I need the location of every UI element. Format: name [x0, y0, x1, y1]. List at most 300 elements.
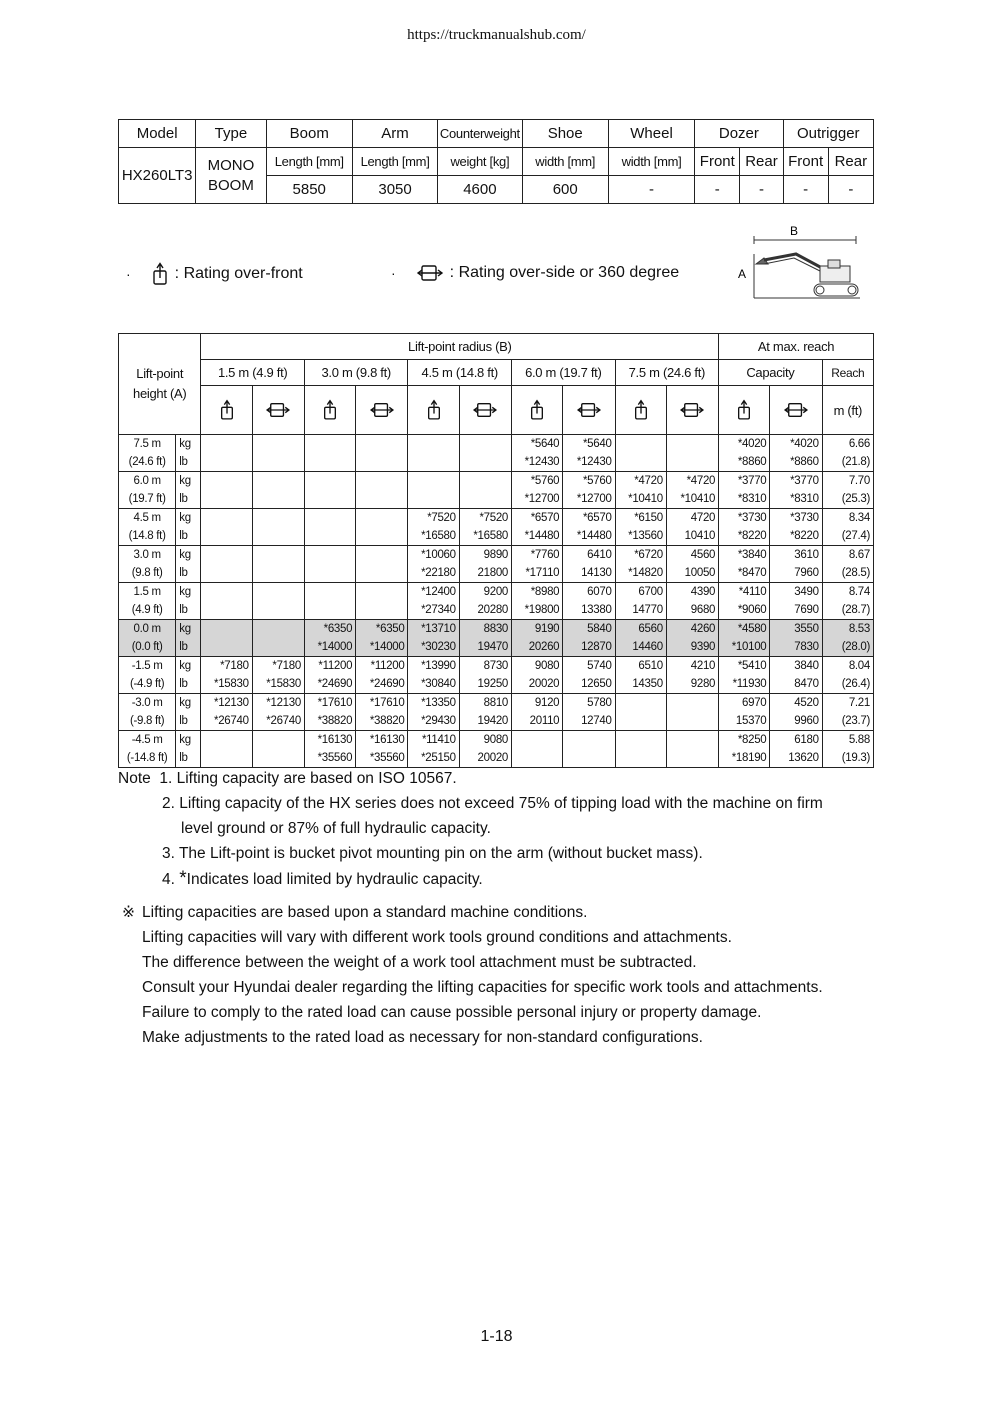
capacity-value [719, 657, 770, 694]
bullet: · [391, 265, 396, 281]
height-ft: (19.7 ft) [128, 493, 166, 505]
rating-over-front-icon [304, 386, 355, 435]
value-kg: 3490 [794, 586, 819, 598]
legend-side-label: : Rating over-side or 360 degree [449, 264, 680, 281]
value-kg: 3550 [794, 623, 819, 635]
value-lb: *30230 [421, 641, 456, 653]
capacity-value [563, 583, 615, 620]
value-kg: 4390 [690, 586, 716, 598]
capacity-value [408, 472, 459, 509]
value-lb [619, 712, 663, 730]
value-kg: 6510 [638, 660, 663, 672]
unit-label [176, 509, 201, 546]
value-kg: *3770 [790, 475, 819, 487]
unit-kg: kg [179, 475, 191, 487]
capacity-value [252, 435, 304, 472]
reach-value [822, 657, 873, 694]
capacity-value [512, 657, 563, 694]
value-lb: (28.5) [841, 567, 870, 579]
height-m: -1.5 m [131, 660, 163, 672]
value-kg: 4720 [690, 512, 716, 524]
value-kg: *10060 [421, 549, 456, 561]
capacity-value [666, 583, 718, 620]
height-ft: (24.6 ft) [128, 456, 166, 468]
value-kg [308, 583, 352, 601]
spec-model: HX260LT3 [119, 148, 196, 204]
capacity-value [615, 731, 666, 768]
value-lb [411, 453, 455, 471]
value-kg: 8.74 [848, 586, 870, 598]
value-lb: *14000 [317, 641, 353, 653]
reach-value [822, 620, 873, 657]
value-kg: 5740 [587, 660, 612, 672]
warning-line: Failure to comply to the rated load can cause possible personal injury or property damage. [142, 1004, 762, 1021]
capacity-value [719, 472, 770, 509]
capacity-value [408, 509, 459, 546]
reach-value [822, 694, 873, 731]
capacity-value [459, 435, 511, 472]
value-kg: 9890 [483, 549, 509, 561]
value-lb: 14130 [581, 567, 612, 579]
capacity-value [512, 731, 563, 768]
unit-kg: kg [179, 549, 191, 561]
spec-unit: width [mm] [608, 148, 694, 176]
value-kg: 8730 [483, 660, 509, 672]
lift-row [119, 583, 874, 620]
unit-label [176, 435, 201, 472]
rating-over-front-icon [615, 386, 666, 435]
legend-side [391, 262, 679, 284]
value-lb [359, 453, 404, 471]
value-kg: *5410 [737, 660, 767, 672]
value-lb: 20260 [528, 641, 560, 653]
capacity-value [770, 694, 822, 731]
reach-value [822, 472, 873, 509]
value-lb: *26740 [214, 715, 249, 727]
capacity-value [563, 472, 615, 509]
value-lb: *18190 [731, 752, 767, 764]
capacity-value [666, 694, 718, 731]
warning-line: Lifting capacities are based upon a standard machine conditions. [142, 904, 588, 921]
lift-row [119, 546, 874, 583]
unit-label [176, 583, 201, 620]
value-lb: *8860 [790, 456, 819, 468]
value-kg: *4720 [686, 475, 716, 487]
capacity-value [201, 620, 252, 657]
page-number: 1-18 [480, 1328, 513, 1345]
value-lb: *19800 [524, 604, 560, 616]
value-kg: *3730 [737, 512, 767, 524]
lift-height [119, 583, 176, 620]
value-lb: 14350 [632, 678, 663, 690]
value-lb [359, 490, 404, 508]
capacity-value [408, 583, 459, 620]
value-lb: *12430 [576, 456, 612, 468]
value-lb: *30840 [421, 678, 456, 690]
value-kg: 8.67 [848, 549, 870, 561]
value-lb: (21.8) [841, 456, 870, 468]
value-lb: 12740 [581, 715, 612, 727]
value-lb [308, 527, 352, 545]
value-lb: (28.0) [841, 641, 870, 653]
capacity-label: Capacity [719, 360, 823, 386]
value-kg: 4520 [794, 697, 819, 709]
value-lb [256, 527, 301, 545]
value-lb: 14770 [632, 604, 663, 616]
value-lb: *35560 [317, 752, 353, 764]
value-lb [204, 749, 248, 767]
capacity-value [666, 509, 718, 546]
value-lb: *24690 [369, 678, 405, 690]
capacity-value [719, 546, 770, 583]
value-lb: *14000 [369, 641, 405, 653]
value-kg [359, 583, 404, 601]
value-kg: *13990 [421, 660, 456, 672]
value-kg: *16130 [317, 734, 353, 746]
value-lb: 21800 [477, 567, 509, 579]
spec-unit: Rear [740, 148, 783, 176]
reach-value [822, 546, 873, 583]
value-lb [463, 490, 508, 508]
rating-over-side-icon [356, 386, 408, 435]
value-kg: 8.04 [848, 660, 870, 672]
capacity-value [719, 731, 770, 768]
capacity-value [459, 509, 511, 546]
value-kg: *5640 [582, 438, 612, 450]
capacity-value [356, 620, 408, 657]
capacity-value [201, 694, 252, 731]
capacity-value [666, 472, 718, 509]
capacity-value [201, 657, 252, 694]
rating-over-front-icon [512, 386, 563, 435]
value-kg [204, 546, 248, 564]
capacity-value [615, 694, 666, 731]
value-lb: *8860 [737, 456, 767, 468]
lift-height [119, 731, 176, 768]
bullet: · [126, 266, 131, 282]
lift-row [119, 731, 874, 768]
note-4-star: * [179, 868, 187, 889]
value-lb: (19.3) [841, 752, 870, 764]
capacity-value [666, 620, 718, 657]
spec-unit-row [119, 148, 874, 176]
value-kg: *3770 [737, 475, 767, 487]
value-kg: 3840 [794, 660, 819, 672]
value-kg [204, 620, 248, 638]
value-kg: *6350 [323, 623, 353, 635]
capacity-value [304, 435, 355, 472]
capacity-value [615, 620, 666, 657]
reach-unit: m (ft) [822, 386, 873, 435]
spec-value: - [740, 176, 783, 204]
capacity-value [512, 583, 563, 620]
capacity-value [666, 657, 718, 694]
radius-label: 7.5 m (24.6 ft) [615, 360, 719, 386]
note-2: 2. Lifting capacity of the HX series does not exceed 75% of tipping load with the machine on firm [162, 795, 823, 812]
capacity-value [408, 694, 459, 731]
capacity-value [666, 546, 718, 583]
value-lb: 9390 [690, 641, 716, 653]
spec-type-line: BOOM [208, 176, 254, 194]
value-lb: 14460 [632, 641, 663, 653]
value-lb: 9280 [690, 678, 716, 690]
height-ft: (-4.9 ft) [129, 678, 165, 690]
capacity-value [356, 472, 408, 509]
capacity-value [512, 472, 563, 509]
reach-label: Reach [822, 360, 873, 386]
capacity-value [201, 472, 252, 509]
lift-row [119, 509, 874, 546]
capacity-value [666, 435, 718, 472]
unit-lb: lb [179, 493, 188, 505]
spec-unit: Front [783, 148, 828, 176]
capacity-value [615, 472, 666, 509]
value-kg [670, 694, 715, 712]
value-lb [204, 564, 248, 582]
height-ft: (-9.8 ft) [129, 715, 165, 727]
value-lb [359, 564, 404, 582]
value-lb: *22180 [421, 567, 456, 579]
capacity-value [770, 620, 822, 657]
capacity-value [356, 694, 408, 731]
value-lb: *15830 [214, 678, 249, 690]
capacity-value [252, 509, 304, 546]
value-lb: *8310 [737, 493, 767, 505]
value-kg: *6570 [582, 512, 612, 524]
value-lb: 7830 [794, 641, 819, 653]
spec-unit: Rear [828, 148, 873, 176]
lift-row [119, 620, 874, 657]
value-lb: *13560 [628, 530, 663, 542]
value-lb: *12700 [576, 493, 612, 505]
capacity-value [252, 472, 304, 509]
spec-header: Counterweight [438, 120, 522, 148]
capacity-value [563, 546, 615, 583]
value-kg: *5640 [530, 438, 560, 450]
height-ft: (0.0 ft) [131, 641, 163, 653]
value-lb [204, 490, 248, 508]
note-2-cont: level ground or 87% of full hydraulic capacity. [181, 820, 491, 837]
value-lb [619, 453, 663, 471]
unit-kg: kg [179, 586, 191, 598]
capacity-value [252, 731, 304, 768]
value-kg: 6970 [742, 697, 767, 709]
capacity-value [304, 657, 355, 694]
spec-value: - [695, 176, 740, 204]
lift-height [119, 694, 176, 731]
value-kg: 6.66 [848, 438, 870, 450]
value-kg [204, 472, 248, 490]
capacity-value [304, 472, 355, 509]
unit-lb: lb [179, 752, 188, 764]
unit-label [176, 620, 201, 657]
value-kg: *7520 [427, 512, 456, 524]
value-lb [359, 527, 404, 545]
height-m: 1.5 m [133, 586, 161, 598]
spec-type-line: MONO [207, 156, 255, 174]
value-lb: *17110 [525, 567, 560, 579]
unit-label [176, 731, 201, 768]
capacity-value [615, 435, 666, 472]
value-kg [308, 472, 352, 490]
spec-value: 5850 [266, 176, 352, 204]
value-kg [566, 731, 611, 749]
value-kg [308, 435, 352, 453]
value-kg: *11200 [318, 660, 353, 672]
height-m: 7.5 m [133, 438, 161, 450]
unit-label [176, 472, 201, 509]
lift-icon-row [119, 386, 874, 435]
value-kg [308, 546, 352, 564]
value-lb [256, 601, 301, 619]
unit-label [176, 546, 201, 583]
value-lb: 8470 [794, 678, 819, 690]
max-reach-header: At max. reach [719, 334, 874, 360]
value-kg [359, 546, 404, 564]
spec-header: Model [119, 120, 196, 148]
capacity-value [201, 435, 252, 472]
rating-over-front-icon [201, 386, 252, 435]
capacity-value [563, 620, 615, 657]
spec-unit: Length [mm] [266, 148, 352, 176]
value-kg [308, 509, 352, 527]
value-lb: 7690 [794, 604, 819, 616]
capacity-value [408, 620, 459, 657]
capacity-value [615, 509, 666, 546]
capacity-value [770, 731, 822, 768]
value-kg [204, 731, 248, 749]
lift-height [119, 509, 176, 546]
value-kg [359, 472, 404, 490]
value-kg: 8810 [483, 697, 509, 709]
unit-kg: kg [179, 623, 191, 635]
value-lb: 9680 [690, 604, 716, 616]
capacity-value [770, 435, 822, 472]
value-lb: *14480 [524, 530, 560, 542]
unit-kg: kg [179, 660, 191, 672]
capacity-value [512, 435, 563, 472]
value-kg: 6070 [587, 586, 612, 598]
capacity-value [512, 546, 563, 583]
value-kg: 7.70 [848, 475, 870, 487]
value-lb: *10410 [680, 493, 716, 505]
capacity-value [459, 694, 511, 731]
value-lb: *15830 [266, 678, 301, 690]
warning-line: Lifting capacities will vary with different work tools ground conditions and attachments. [142, 929, 732, 946]
reach-value [822, 583, 873, 620]
capacity-value [252, 694, 304, 731]
diagram-label-b: B [790, 224, 799, 238]
value-lb: 20020 [528, 678, 560, 690]
excavator-diagram [738, 224, 878, 306]
value-lb: 12650 [581, 678, 612, 690]
lift-header-row-1 [119, 334, 874, 360]
spec-value: - [828, 176, 873, 204]
value-lb: (27.4) [841, 530, 870, 542]
reference-mark-icon: ※ [122, 904, 135, 921]
capacity-value [408, 546, 459, 583]
unit-lb: lb [179, 641, 188, 653]
rating-over-front-icon [151, 262, 169, 286]
value-lb: *8470 [737, 567, 767, 579]
value-lb: *8220 [790, 530, 819, 542]
unit-lb: lb [179, 567, 188, 579]
reach-value [822, 509, 873, 546]
value-lb: 19420 [477, 715, 509, 727]
value-kg: 4560 [690, 549, 716, 561]
lift-height [119, 435, 176, 472]
capacity-value [770, 546, 822, 583]
capacity-value [201, 546, 252, 583]
header-url[interactable]: https://truckmanualshub.com/ [407, 27, 586, 43]
capacity-value [304, 583, 355, 620]
value-kg [670, 731, 715, 749]
value-lb [256, 453, 301, 471]
capacity-value [719, 620, 770, 657]
height-m: -4.5 m [131, 734, 163, 746]
capacity-value [512, 620, 563, 657]
value-lb [670, 749, 715, 767]
capacity-value [719, 694, 770, 731]
value-kg: *6570 [530, 512, 560, 524]
warning-line: Consult your Hyundai dealer regarding the lifting capacities for specific work tools and attachments. [142, 979, 823, 996]
capacity-value [408, 731, 459, 768]
value-lb [204, 601, 248, 619]
value-lb: 10410 [684, 530, 716, 542]
value-kg: *11200 [370, 660, 405, 672]
capacity-value [770, 657, 822, 694]
capacity-value [304, 620, 355, 657]
note-4-number: 4. [162, 871, 175, 888]
value-lb [256, 749, 301, 767]
capacity-value [459, 472, 511, 509]
value-kg: 9120 [534, 697, 560, 709]
value-kg [463, 472, 508, 490]
value-kg [359, 509, 404, 527]
capacity-value [512, 509, 563, 546]
value-kg: *7180 [220, 660, 249, 672]
value-lb [670, 712, 715, 730]
lift-point-label: Lift-point [136, 366, 184, 381]
height-ft: (9.8 ft) [131, 567, 163, 579]
spec-value: - [783, 176, 828, 204]
value-lb [670, 453, 715, 471]
unit-label [176, 694, 201, 731]
value-kg [204, 509, 248, 527]
reach-value [822, 435, 873, 472]
unit-label [176, 657, 201, 694]
value-kg: *5760 [530, 475, 560, 487]
capacity-value [356, 509, 408, 546]
note-3: 3. The Lift-point is bucket pivot mounting pin on the arm (without bucket mass). [162, 845, 703, 862]
diagram-label-a: A [738, 267, 747, 281]
value-lb: *26740 [266, 715, 301, 727]
value-kg: *12400 [421, 586, 456, 598]
value-lb [256, 638, 301, 656]
spec-type [196, 148, 266, 204]
value-lb [411, 490, 455, 508]
capacity-value [563, 509, 615, 546]
value-lb: 19250 [477, 678, 509, 690]
value-lb: 20020 [477, 752, 509, 764]
value-kg [256, 546, 301, 564]
note-4 [162, 866, 878, 892]
capacity-value [356, 546, 408, 583]
capacity-value [201, 583, 252, 620]
note-text: 1. Lifting capacity are based on ISO 10567. [159, 770, 457, 787]
capacity-value [304, 731, 355, 768]
value-kg: 5.88 [848, 734, 870, 746]
